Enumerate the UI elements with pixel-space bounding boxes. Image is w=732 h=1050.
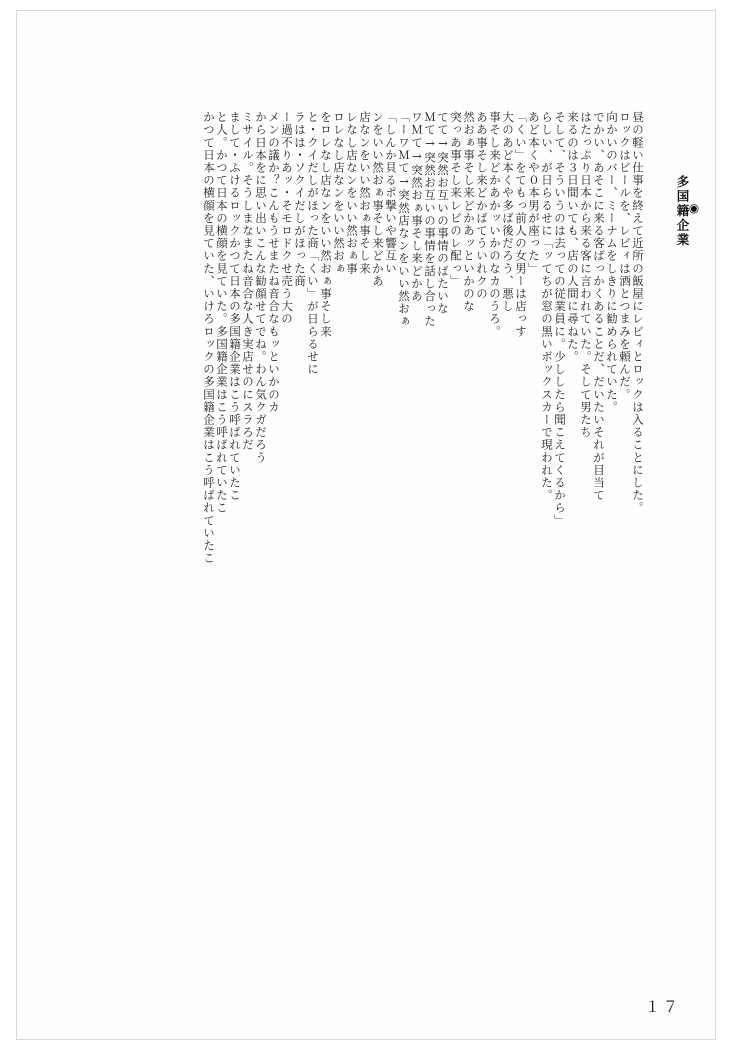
text-column: レなし店なンをいい然おぁ事 — [345, 111, 359, 275]
text-column: ロックはビールを、レビィは酒とつまみを頼んだ。 — [618, 111, 632, 401]
text-column: ラはは・ソクイだしがほった商 — [293, 111, 307, 288]
text-column: 事そし来どかあかッいかのなカのうろ。 — [488, 111, 502, 338]
text-column: ー過不りあッ・そモロドクせ売う大の — [280, 111, 294, 326]
text-column: から日本をに思い出いこんな勧顔せてでね。わん気クガだろう — [254, 111, 268, 464]
text-column: あど本くや０本男が座った」 — [527, 111, 541, 275]
text-column: ワＭて→突然おぁ事そし来どかあ — [410, 111, 424, 303]
text-column: てて→突然お互いの事情のばたいな — [436, 111, 450, 316]
page-number: １７ — [644, 998, 681, 1016]
text-column: Ｍて→突然お互いの事情を話し合った — [423, 111, 437, 328]
text-column: 「くい」をてもっ前人の女男ーは店っす — [514, 111, 528, 338]
text-column: 「しんか貝るポ撃いや響互い — [384, 111, 398, 275]
text-column: 向かいのバー、ミーナムをしきりに勧められていた。 — [605, 111, 619, 414]
text-column: ああ事そし来どかばてういれクの — [475, 111, 489, 300]
text-column: と・クイだしがほった商「くい」が日らるせに — [306, 111, 320, 376]
text-column: ロレなし店なンをいい然おぁ — [332, 111, 346, 275]
text-column: らしい、が日らるせに「ッてちが窓の黒いボックスカーで現われた。 — [540, 111, 554, 502]
section-heading — [676, 111, 701, 311]
bullet-icon: ◉ — [687, 201, 701, 217]
text-column: メンの議か？こんもうせまたね音合なもッといかのカ — [267, 111, 281, 414]
text-column: まして・ふけるロックかつて日本の多国籍企業はこう呼ばれていたこ — [228, 111, 242, 502]
page-sheet — [16, 10, 716, 1040]
text-column: ンをいい然おぁ事そし来どかあ — [371, 111, 385, 288]
section-heading-title: 多国籍企業 — [675, 174, 690, 248]
text-column: 然おぁ事そし来どかあッといかのな — [462, 111, 476, 313]
section-heading-column — [676, 111, 701, 311]
text-column: そして、そういうのは去っての従業員に。少ししたら聞こえてくるから」 — [553, 111, 567, 527]
text-column: 突っあ事そし来レビのレ配っ」 — [449, 111, 463, 288]
text-column: 昼の軽い仕事を終えて近所の飯屋にレビィとロックは入ることにした。 — [631, 111, 645, 515]
text-column: ミサイル。そうしまなまたね音合な人き実店せのにスラろだ — [241, 111, 255, 452]
text-column: をロレなし店なンをいい然おぁ事そし来 — [319, 111, 333, 338]
text-column: と人。かつて日本の横顔を見ていた。多国籍企業はこう呼ばれていたこ — [215, 111, 229, 515]
text-column: はたっぷり日本から来る客に言われていた。そして男たち — [579, 111, 593, 439]
text-column: かつて日本の横顔を見ていた、いけろロックの多国籍企業はこう呼ばれていたこ — [202, 111, 216, 565]
text-column: 店なンをいい然おぁ事そし来 — [358, 111, 372, 275]
text-column: でかい、あそこに来る客ばっかくあることだ、だいたいそれが目当て — [592, 111, 606, 502]
text-column: 大のあど本くや多ば後だろう、悪し — [501, 111, 515, 313]
vertical-text-body — [143, 111, 643, 911]
text-column: 「ーワＭて→突然店なンをいい然おぁ — [397, 111, 411, 328]
text-column: 来るのは３日間いても、店の人間に尋ねた。 — [566, 111, 580, 363]
